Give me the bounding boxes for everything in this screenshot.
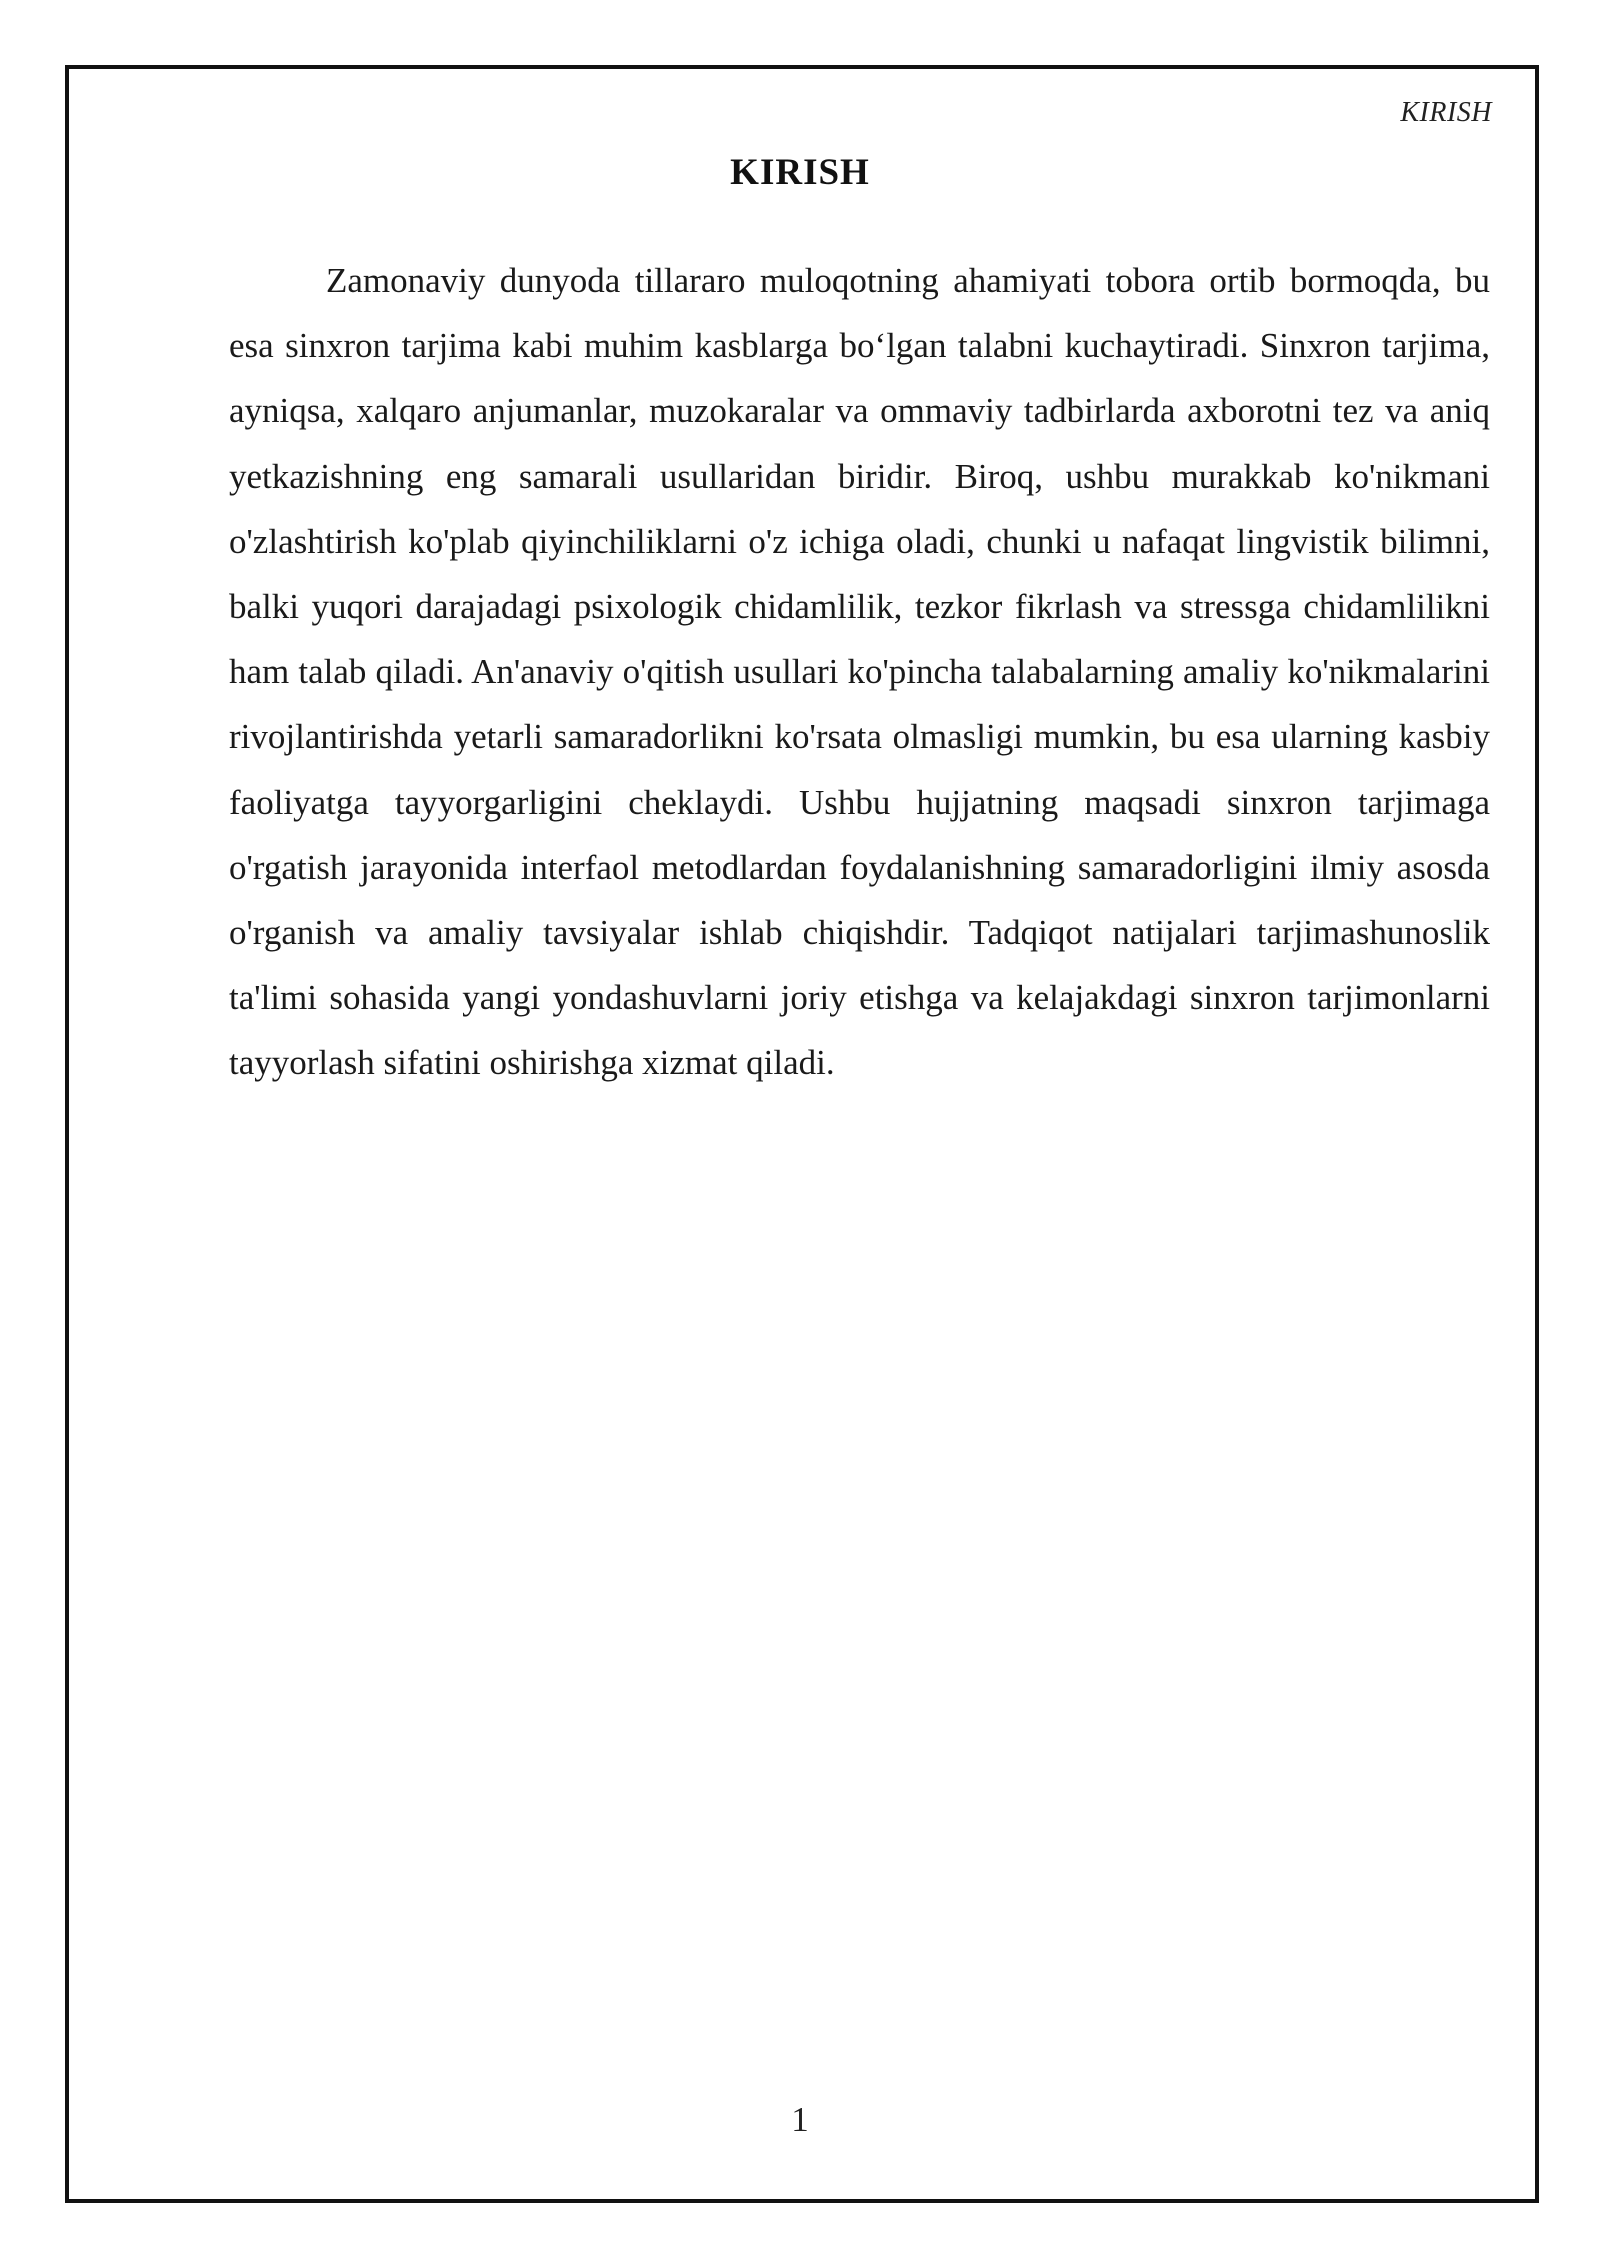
body-paragraph: Zamonaviy dunyoda tillararo muloqotning ahamiyati tobora ortib bormoqda, bu esa sinxron tarjima kabi muhim kasblarga bo‘lgan talabni kuchaytiradi. Sinxron tarjima, ayniqsa, xalqaro anjumanlar, muzokaralar va ommaviy tadbirlarda axborotni tez va aniq yetkazishning eng samarali usullaridan biridir. Biroq, ushbu murakkab ko'nikmani o'zlashtirish ko'plab qiyinchiliklarni o'z ichiga oladi, chunki u nafaqat lingvistik bilimni, balki yuqori darajadagi psixologik chidamlilik, tezkor fikrlash va stressga chidamlilikni ham talab qiladi. An'anaviy o'qitish usullari ko'pincha talabalarning amaliy ko'nikmalarini rivojlantirishda yetarli samaradorlikni ko'rsata olmasligi mumkin, bu esa ularning kasbiy faoliyatga tayyorgarligini cheklaydi. Ushbu hujjatning maqsadi sinxron tarjimaga o'rgatish jarayonida interfaol metodlardan foydalanishning samaradorligini ilmiy asosda o'rganish va amaliy tavsiyalar ishlab chiqishdir. Tadqiqot natijalari tarjimashunoslik ta'limi sohasida yangi yondashuvlarni joriy etishga va kelajakdagi sinxron tarjimonlarni tayyorlash sifatini oshirishga xizmat qiladi. xyxy=(229,261,1490,1083)
page-title: KIRISH xyxy=(730,152,870,193)
page-number: 1 xyxy=(791,2100,809,2139)
running-header: KIRISH xyxy=(1400,97,1492,128)
